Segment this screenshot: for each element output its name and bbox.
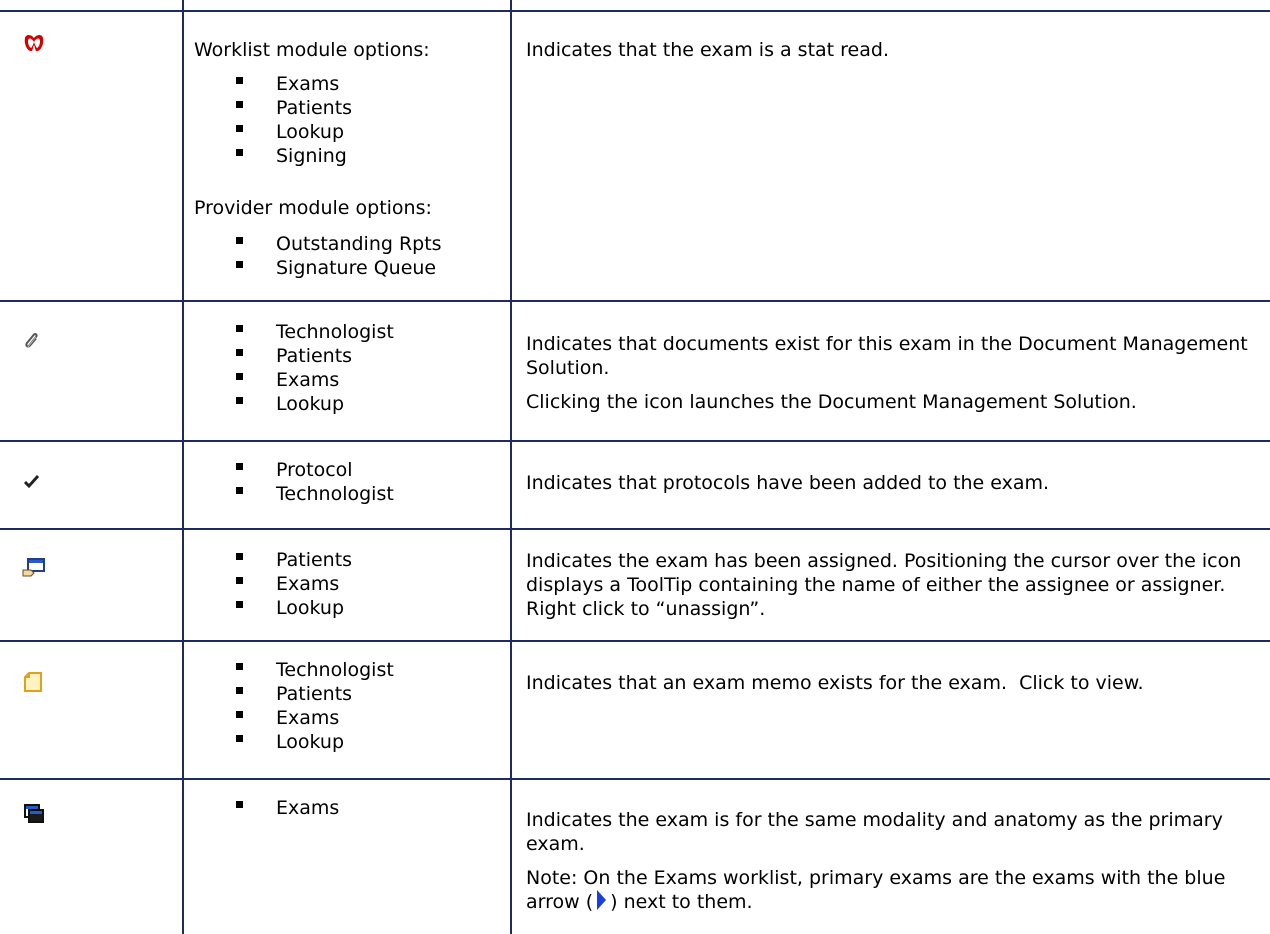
list-item: Technologist — [226, 658, 394, 682]
memo-icon — [24, 672, 42, 696]
description-text: Indicates that documents exist for this exam in the Document Management Solution. — [526, 333, 1248, 379]
module-list — [226, 72, 352, 168]
stat-read-icon — [24, 34, 44, 56]
list-item: Exams — [226, 706, 394, 730]
description-text: Indicates that an exam memo exists for the exam. Click to view. — [526, 672, 1144, 694]
list-item: Patients — [226, 548, 352, 572]
row-description — [526, 808, 1266, 914]
list-item: Signing — [226, 144, 352, 168]
module-list — [226, 458, 394, 506]
description-text: Indicates that the exam is a stat read. — [526, 39, 889, 61]
row-divider — [0, 640, 1270, 642]
description-text: Clicking the icon launches the Document Management Solution. — [526, 391, 1137, 413]
row-divider — [0, 10, 1270, 12]
list-item: Exams — [226, 72, 352, 96]
list-item: Lookup — [226, 392, 394, 416]
assigned-icon — [22, 558, 46, 582]
module-list — [226, 232, 442, 280]
list-item: Patients — [226, 682, 394, 706]
checkmark-icon — [24, 474, 40, 493]
modules-heading: Worklist module options: — [194, 39, 430, 61]
blue-arrow-icon — [597, 890, 606, 910]
module-list — [226, 320, 394, 416]
module-list — [226, 796, 339, 820]
row-divider — [0, 778, 1270, 780]
list-item: Exams — [226, 572, 352, 596]
module-list — [226, 548, 352, 620]
list-item: Technologist — [226, 482, 394, 506]
description-text: Indicates the exam has been assigned. Positioning the cursor over the icon displays a ToolTip containing the name of either the assignee or assigner. Right click to “unassign”. — [526, 550, 1242, 620]
description-text: Indicates the exam is for the same modality and anatomy as the primary exam. — [526, 809, 1223, 855]
row-description — [526, 549, 1256, 621]
note-text: Note: On the Exams worklist, primary exams are the exams with the blue arrow ( — [526, 867, 1226, 913]
note-text-end: ) next to them. — [610, 891, 753, 913]
description-note — [526, 866, 1266, 914]
list-item: Technologist — [226, 320, 394, 344]
row-description — [526, 671, 1266, 695]
same-modality-icon — [24, 804, 44, 828]
paperclip-icon — [24, 332, 40, 354]
row-description — [526, 471, 1266, 495]
list-item: Signature Queue — [226, 256, 442, 280]
row-divider — [0, 300, 1270, 302]
list-item: Patients — [226, 344, 394, 368]
list-item: Exams — [226, 796, 339, 820]
row-description — [526, 38, 1266, 62]
list-item: Lookup — [226, 596, 352, 620]
list-item: Lookup — [226, 730, 394, 754]
list-item: Exams — [226, 368, 394, 392]
row-divider — [0, 440, 1270, 442]
list-item: Outstanding Rpts — [226, 232, 442, 256]
list-item: Protocol — [226, 458, 394, 482]
column-divider — [510, 0, 512, 934]
module-list — [226, 658, 394, 754]
row-divider — [0, 528, 1270, 530]
list-item: Lookup — [226, 120, 352, 144]
list-item: Patients — [226, 96, 352, 120]
row-description — [526, 332, 1266, 414]
modules-heading: Provider module options: — [194, 197, 432, 219]
description-text: Indicates that protocols have been added to the exam. — [526, 472, 1050, 494]
column-divider — [182, 0, 184, 934]
